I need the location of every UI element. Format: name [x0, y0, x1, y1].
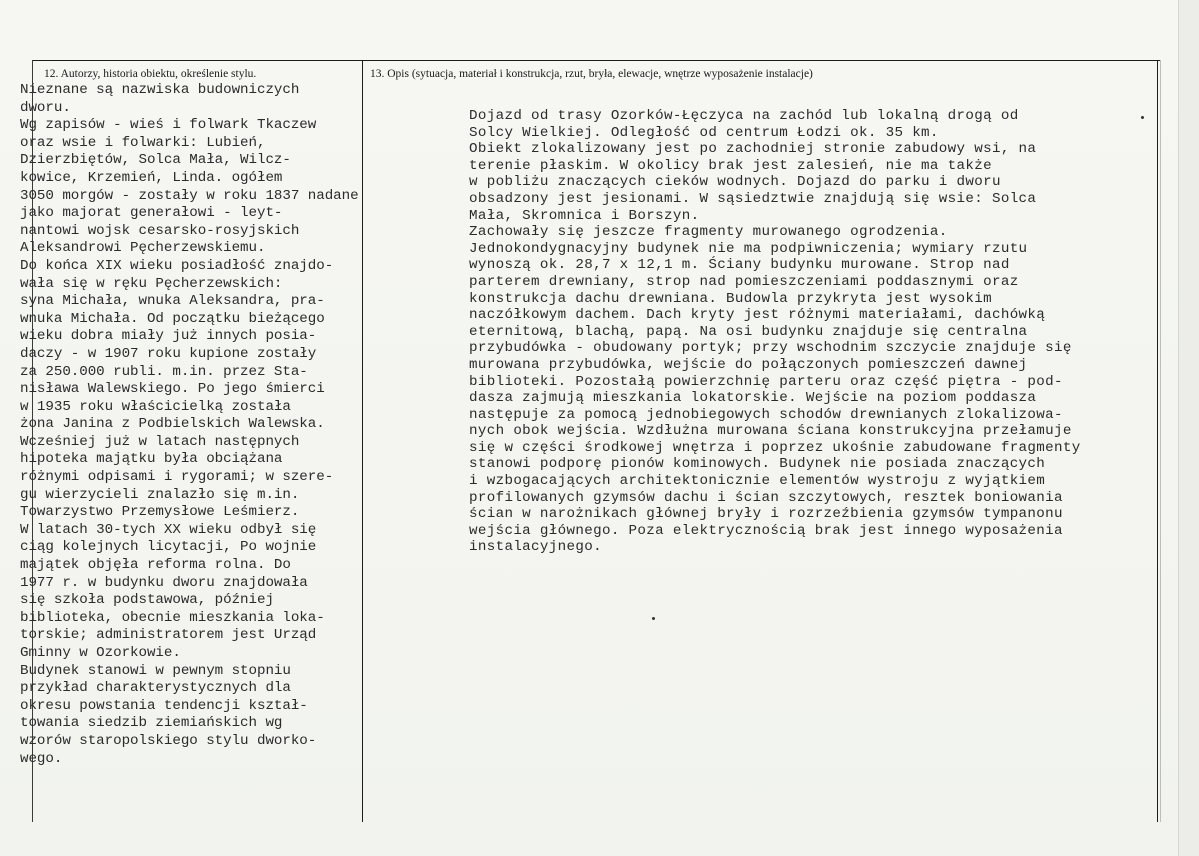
description-line: następuje za pomocą jednobiegowych schodów drewnianych zlokalizowa- — [469, 406, 1063, 423]
history-line: za 250.000 rubli. m.in. przez Sta- — [20, 363, 308, 380]
ink-speck — [652, 617, 655, 620]
history-line: żona Janina z Podbielskich Walewska. — [20, 416, 325, 433]
description-text — [469, 108, 1159, 556]
description-line: i wzbogacających architektonicznie elementów wystroju z wyjątkiem — [469, 473, 1046, 490]
history-line: 3050 morgów - zostały w roku 1837 nadane — [20, 187, 359, 204]
history-line: wzorów staropolskiego stylu dworko- — [20, 732, 317, 749]
history-line: W latach 30-tych XX wieku odbył się — [20, 521, 317, 538]
description-line: naczółkowym dachem. Dach kryty jest różnymi materiałami, dachówką — [469, 307, 1046, 324]
section-13-heading: 13. Opis (sytuacja, materiał i konstrukcja, rzut, bryła, elewacje, wnętrze wyposażenie instalacje) — [370, 68, 813, 80]
history-line: Do końca XIX wieku posiadłość znajdo- — [20, 257, 334, 274]
description-line: profilowanych gzymsów dachu i ścian szczytowych, resztek boniowania — [469, 489, 1063, 506]
description-line: nych obok wejścia. Wzdłużna murowana ściana konstrukcyjna przełamuje — [469, 423, 1072, 440]
history-line: Budynek stanowi w pewnym stopniu — [20, 662, 291, 679]
description-line: instalacyjnego. — [469, 539, 602, 556]
description-line: wynoszą ok. 28,7 x 12,1 m. Ściany budynku murowane. Strop nad — [469, 257, 1010, 274]
history-line: biblioteka, obecnie mieszkania loka- — [20, 609, 325, 626]
description-line: przybudówka - obudowany portyk; przy wschodnim szczycie znajduje się — [469, 340, 1072, 357]
description-line: Dojazd od trasy Ozorków-Łęczyca na zachód lub lokalną drogą od — [469, 108, 1019, 124]
history-line: Gminny w Ozorkowie. — [20, 645, 181, 661]
history-line: Towarzystwo Przemysłowe Leśmierz. — [20, 504, 300, 521]
history-line: dworu. — [20, 99, 71, 116]
ink-speck — [1141, 116, 1144, 119]
history-line: w 1935 roku właścicielką została — [20, 398, 291, 415]
history-line: nantowi wojsk cesarsko-rosyjskich — [20, 222, 300, 239]
history-line: Nieznane są nazwiska budowniczych — [20, 82, 300, 98]
description-line: obsadzony jest jesionami. W sąsiedztwie znajdują się wsie: Solca — [469, 190, 1037, 207]
history-line: torskie; administratorem jest Urząd — [20, 627, 317, 644]
history-line: okresu powstania tendencji kształ- — [20, 697, 308, 714]
description-line: eternitową, blachą, papą. Na osi budynku znajduje się centralna — [469, 323, 1028, 340]
history-line: nisława Walewskiego. Po jego śmierci — [20, 381, 325, 398]
history-line: oraz wsie i folwarki: Lubień, — [20, 134, 266, 151]
description-line: konstrukcja dachu drewniana. Budowla przykryta jest wysokim — [469, 290, 992, 307]
description-line: terenie płaskim. W okolicy brak jest zalesień, nie ma także — [469, 157, 992, 174]
history-line: wego. — [20, 750, 63, 767]
history-line: wnuka Michała. Od początku bieżącego — [20, 310, 325, 327]
header-rule — [33, 60, 1160, 61]
history-line: kowice, Krzemień, Linda. ogółem — [20, 169, 283, 186]
description-line: Jednokondygnacyjny budynek nie ma podpiwniczenia; wymiary rzutu — [469, 240, 1028, 257]
history-line: Wg zapisów - wieś i folwark Tkaczew — [20, 117, 317, 134]
history-line: wała się w ręku Pęcherzewskich: — [20, 275, 283, 292]
description-line: w pobliżu znaczących cieków wodnych. Dojazd do parku i dworu — [469, 174, 1001, 191]
description-line: wejścia głównego. Poza elektrycznością brak jest innego wyposażenia — [469, 522, 1063, 539]
description-line: Zachowały się jeszcze fragmenty murowanego ogrodzenia. — [469, 224, 948, 241]
description-line: Mała, Skromnica i Borszyn. — [469, 207, 700, 224]
description-line: Solcy Wielkiej. Odległość od centrum Łodzi ok. 35 km. — [469, 124, 939, 141]
page-edge-line — [1178, 0, 1179, 856]
history-line: majątek objęła reforma rolna. Do — [20, 557, 291, 574]
history-text — [20, 82, 400, 768]
history-line: się szkoła podstawowa, później — [20, 592, 274, 609]
history-line: jako majorat generałowi - leyt- — [20, 205, 283, 222]
description-line: Obiekt zlokalizowany jest po zachodniej stronie zabudowy wsi, na — [469, 141, 1037, 158]
history-line: hipoteka majątku była obciążana — [20, 451, 283, 468]
description-line: się w części środkowej wnętrza i poprzez ukośnie zabudowane fragmenty — [469, 439, 1081, 456]
page-edge — [1178, 0, 1199, 856]
description-line: murowana przybudówka, wejście do połączonych pomieszczeń dawnej — [469, 356, 1028, 373]
history-line: 1977 r. w budynku dworu znajdowała — [20, 574, 308, 591]
description-line: biblioteki. Pozostałą powierzchnię parteru oraz część piętra - pod- — [469, 373, 1063, 390]
description-line: parterem drewniany, strop nad pomieszczeniami poddasznymi oraz — [469, 273, 1019, 290]
section-12-heading: 12. Autorzy, historia obiektu, określenie stylu. — [44, 68, 257, 80]
description-line: dasza zajmują mieszkania lokatorskie. Wejście na poziom poddasza — [469, 390, 1037, 407]
history-line: towania siedzib ziemiańskich wg — [20, 715, 283, 732]
history-line: Aleksandrowi Pęcherzewskiemu. — [20, 240, 266, 257]
history-line: przykład charakterystycznych dla — [20, 680, 291, 697]
description-line: ścian w narożnikach głównej bryły i rozrzeźbienia gzymsów tympanonu — [469, 506, 1063, 523]
history-line: daczy - w 1907 roku kupione zostały — [20, 345, 317, 362]
right-border-shadow — [1160, 60, 1161, 822]
history-line: syna Michała, wnuka Aleksandra, pra- — [20, 293, 325, 310]
history-line: Dzierzbiętów, Solca Mała, Wilcz- — [20, 152, 291, 169]
history-line: różnymi odpisami i rygorami; w szere- — [20, 469, 334, 486]
history-line: Wcześniej już w latach następnych — [20, 433, 300, 450]
history-line: ciąg kolejnych licytacji, Po wojnie — [20, 539, 317, 556]
description-line: stanowi podporę pionów kominowych. Budynek nie posiada znaczących — [469, 456, 1046, 473]
history-line: gu wierzycieli znalazło się m.in. — [20, 486, 300, 503]
history-line: wieku dobra miały już innych posia- — [20, 328, 317, 345]
